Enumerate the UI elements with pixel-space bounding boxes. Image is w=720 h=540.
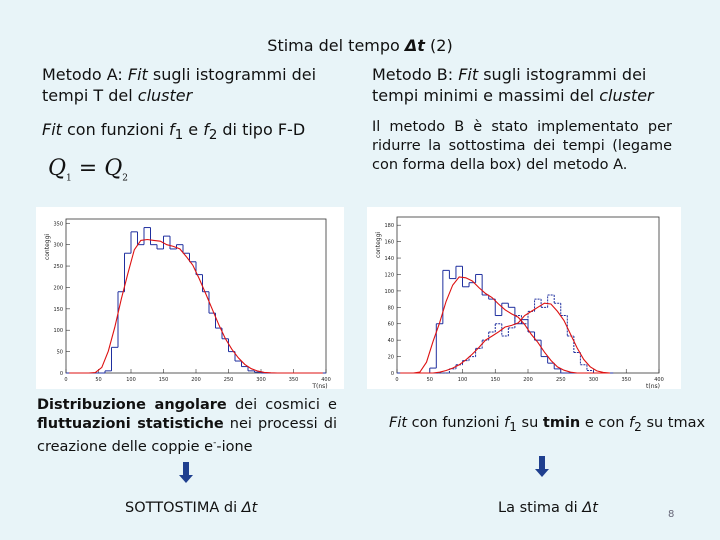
cause-text-3: -ione: [216, 438, 253, 455]
x-tick-label: 150: [158, 377, 169, 383]
y-tick-label: 50: [56, 349, 63, 356]
y-tick-label: 300: [53, 242, 63, 249]
method-b-cluster-word: cluster: [599, 86, 654, 105]
formula-equals: =: [71, 156, 105, 181]
method-b-and: e con: [580, 415, 630, 431]
result-a-text: SOTTOSTIMA di: [125, 500, 242, 516]
method-a-fit-and: e: [183, 120, 204, 139]
method-b-heading: [372, 64, 682, 106]
y-tick-label: 40: [387, 338, 394, 345]
method-a-fit-word: Fit: [127, 65, 148, 84]
method-b-heading-text: sugli istogrammi dei tempi minimi e massimi del: [372, 65, 647, 105]
method-a-fit-text: con funzioni: [61, 120, 170, 139]
method-a-cause: [37, 396, 337, 457]
method-a-f1-sub: 1: [174, 128, 184, 144]
x-tick-label: 100: [126, 377, 136, 383]
method-b-su1: su: [516, 415, 543, 431]
formula-sub1: 1: [66, 173, 72, 184]
result-b-delta: Δt: [582, 500, 598, 516]
cause-angular: Distribuzione angolare: [37, 397, 227, 413]
x-tick-label: 400: [321, 377, 331, 383]
method-b-fit-italic: Fit: [389, 415, 408, 431]
y-tick-label: 180: [384, 223, 394, 230]
formula-q1: Q: [48, 156, 67, 181]
histogram-a-panel: [36, 207, 344, 389]
y-tick-label: 60: [387, 321, 394, 328]
x-tick-label: 250: [223, 377, 234, 383]
cause-fluctuations: fluttuazioni statistiche: [37, 416, 224, 432]
method-b-f2-sub: 2: [634, 419, 642, 434]
method-a-f2-sub: 2: [208, 128, 218, 144]
fit-curve: [69, 240, 322, 374]
x-tick-label: 200: [523, 377, 533, 383]
y-tick-label: 0: [390, 371, 394, 377]
x-tick-label: 250: [555, 377, 566, 383]
page-number: 8: [668, 509, 675, 520]
x-tick-label: 0: [395, 377, 399, 383]
arrow-down-icon: [539, 456, 545, 470]
y-axis-label: conteggi: [44, 233, 51, 261]
x-tick-label: 50: [95, 377, 102, 383]
y-axis-label: conteggi: [375, 231, 382, 259]
result-a-delta: Δt: [241, 500, 258, 516]
y-tick-label: 350: [53, 221, 63, 228]
method-b-f1-sub: 1: [509, 419, 517, 434]
title-suffix: (2): [424, 36, 453, 55]
cause-text-1: dei cosmici e: [226, 397, 337, 413]
y-tick-label: 20: [387, 354, 394, 361]
formula-sub2: 2: [122, 173, 128, 184]
x-tick-label: 350: [288, 377, 299, 383]
y-tick-label: 250: [53, 264, 63, 271]
method-b-tmin: tmin: [542, 415, 581, 431]
cause-electron-sup: -: [213, 438, 217, 448]
method-a-f2: f: [203, 120, 209, 139]
formula-q2: Q: [104, 156, 123, 181]
y-tick-label: 80: [387, 305, 394, 312]
y-tick-label: 140: [384, 256, 394, 263]
y-tick-label: 120: [384, 272, 394, 279]
method-b-description: Il metodo B è stato implementato per ridurre la sottostima dei tempi (legame con forma della box) del metodo A.: [372, 119, 672, 173]
method-a-f1: f: [169, 120, 175, 139]
method-a-cluster-word: cluster: [137, 86, 193, 105]
charge-equality-formula: [48, 156, 128, 183]
x-tick-label: 400: [654, 377, 664, 383]
slide-title: [0, 36, 720, 55]
x-axis-label: t(ns): [646, 383, 660, 389]
cause-text-2: nei processi di creazione delle coppie e: [37, 416, 337, 455]
arrow-down-icon: [183, 462, 189, 476]
method-a-heading-text: sugli istogrammi dei tempi T del: [42, 65, 317, 105]
y-tick-label: 200: [53, 285, 63, 292]
y-tick-label: 100: [384, 288, 394, 295]
method-a-result: [125, 499, 257, 518]
method-b-f2: f: [629, 415, 635, 431]
x-tick-label: 0: [64, 377, 68, 383]
histogram-b: [367, 207, 681, 389]
method-b-f1: f: [504, 415, 510, 431]
method-a-fit-italic: Fit: [42, 120, 62, 139]
plot-frame: [66, 219, 326, 373]
histogram-b-panel: [367, 207, 681, 389]
method-a-heading: [42, 64, 342, 106]
method-b-fit-text: con funzioni: [407, 415, 505, 431]
title-delta: Δt: [404, 36, 425, 55]
title-prefix: Stima del tempo: [267, 36, 405, 55]
method-a-label: Metodo A:: [42, 65, 128, 84]
fit-curve: [400, 303, 610, 373]
x-axis-label: T(ns): [312, 383, 328, 389]
x-tick-label: 300: [588, 377, 599, 383]
result-b-text: La stima di: [498, 500, 583, 516]
x-tick-label: 200: [191, 377, 201, 383]
method-b-result: [498, 499, 598, 518]
x-tick-label: 100: [457, 377, 468, 383]
method-b-fit-word: Fit: [458, 65, 479, 84]
x-tick-label: 50: [426, 377, 433, 383]
x-tick-label: 350: [621, 377, 632, 383]
method-b-fit-line: [389, 414, 709, 437]
x-tick-label: 300: [256, 377, 266, 383]
method-a-fit-type: di tipo F-D: [217, 120, 306, 139]
x-tick-label: 150: [490, 377, 501, 383]
y-tick-label: 150: [53, 306, 63, 313]
method-b-su2: su tmax: [641, 415, 706, 431]
fit-curve: [400, 277, 610, 373]
y-tick-label: 160: [384, 239, 394, 246]
method-b-label: Metodo B:: [372, 65, 459, 84]
method-a-fit-line: [42, 119, 342, 146]
y-tick-label: 100: [53, 328, 63, 335]
histogram-a: [36, 207, 344, 389]
y-tick-label: 0: [59, 371, 63, 377]
